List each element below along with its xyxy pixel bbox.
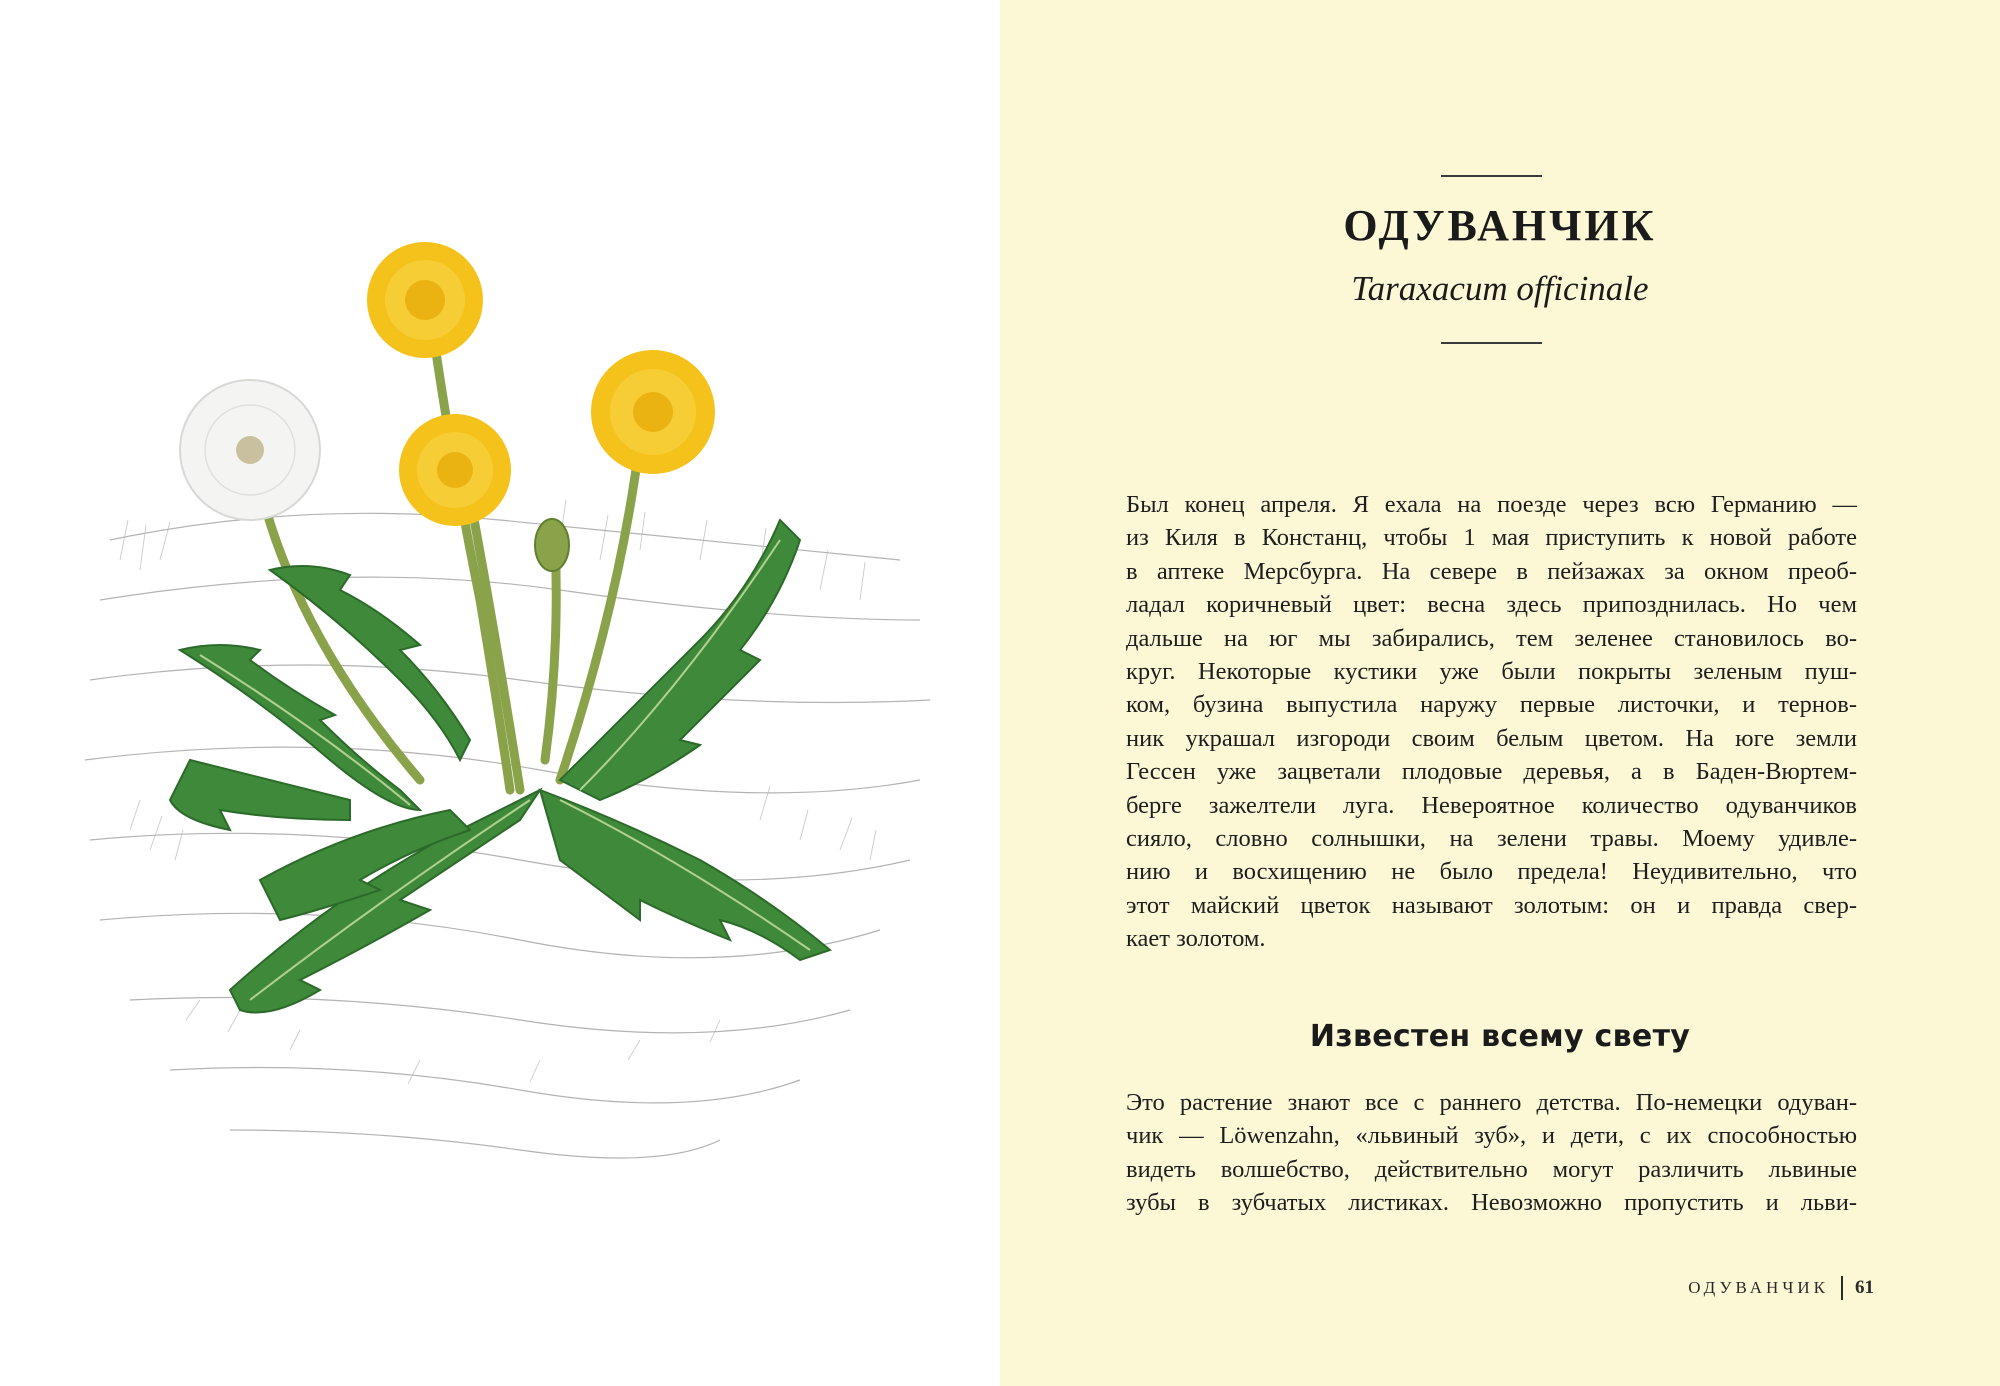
right-page <box>1000 0 2000 1386</box>
paragraph-line: берге зажелтели луга. Невероятное количество одуванчиков <box>1126 791 1857 819</box>
paragraph-line: Был конец апреля. Я ехала на поезде через всю Германию — <box>1126 491 1857 518</box>
dandelion-flower-3 <box>591 350 715 474</box>
paragraph-line: сияло, словно солнышки, на зелени травы. Моему удивле- <box>1126 825 1857 853</box>
paragraph-2 <box>1126 1086 1857 1220</box>
paragraph-line: из Киля в Констанц, чтобы 1 мая приступить к новой работе <box>1126 524 1857 552</box>
paragraph-line: ник украшал изгороди своим белым цветом. На юге земли <box>1126 724 1857 752</box>
section-heading: Известен всему свету <box>1309 1019 1691 1054</box>
paragraph-line: зубы в зубчатых листиках. Невозможно пропустить и льви- <box>1126 1189 1857 1217</box>
paragraph-line: ладал коричневый цвет: весна здесь припозднилась. Но чем <box>1126 591 1857 619</box>
paragraph-line: этот майский цветок называют золотым: он и правда свер- <box>1126 891 1857 919</box>
leaves <box>170 520 830 1013</box>
paragraph-line: кает золотом. <box>1126 925 1266 953</box>
paragraph-line: нию и восхищению не было предела! Неудивительно, что <box>1126 858 1857 886</box>
paragraph-line: в аптеке Мерсбурга. На севере в пейзажах за окном преоб- <box>1126 557 1857 585</box>
footer-separator <box>1841 1276 1843 1300</box>
paragraph-line: ком, бузина выпустила наружу первые листочки, и тернов- <box>1126 691 1857 719</box>
paragraph-line: видеть волшебство, действительно могут различить львиные <box>1126 1155 1857 1183</box>
dandelion-flower-2 <box>399 414 511 526</box>
dandelion-seed-head <box>180 380 320 520</box>
page-footer <box>1688 1276 1874 1300</box>
paragraph-line: Это растение знают все с раннего детства. По-немецки одуван- <box>1126 1089 1857 1116</box>
paragraph-1 <box>1126 488 1857 956</box>
dandelion-flower-1 <box>367 242 483 358</box>
title-rule-top <box>1441 175 1542 177</box>
paragraph-line: чик — Löwenzahn, «львиный зуб», и дети, с их способностью <box>1126 1122 1857 1150</box>
flower-bud <box>535 519 569 571</box>
page-title: ОДУВАНЧИК <box>1343 201 1657 250</box>
title-rule-bottom <box>1441 342 1542 344</box>
paragraph-line: дальше на юг мы забирались, тем зеленее становилось во- <box>1126 624 1857 652</box>
paragraph-line: Гессен уже зацветали плодовые деревья, а в Баден-Вюртем- <box>1126 758 1857 786</box>
latin-name: Taraxacum officinale <box>1351 269 1649 308</box>
running-head: ОДУВАНЧИК <box>1688 1278 1829 1297</box>
page-number: 61 <box>1855 1277 1874 1298</box>
paragraph-line: круг. Некоторые кустики уже были покрыты зеленым пуш- <box>1126 658 1857 686</box>
pencil-ground <box>85 513 930 1158</box>
